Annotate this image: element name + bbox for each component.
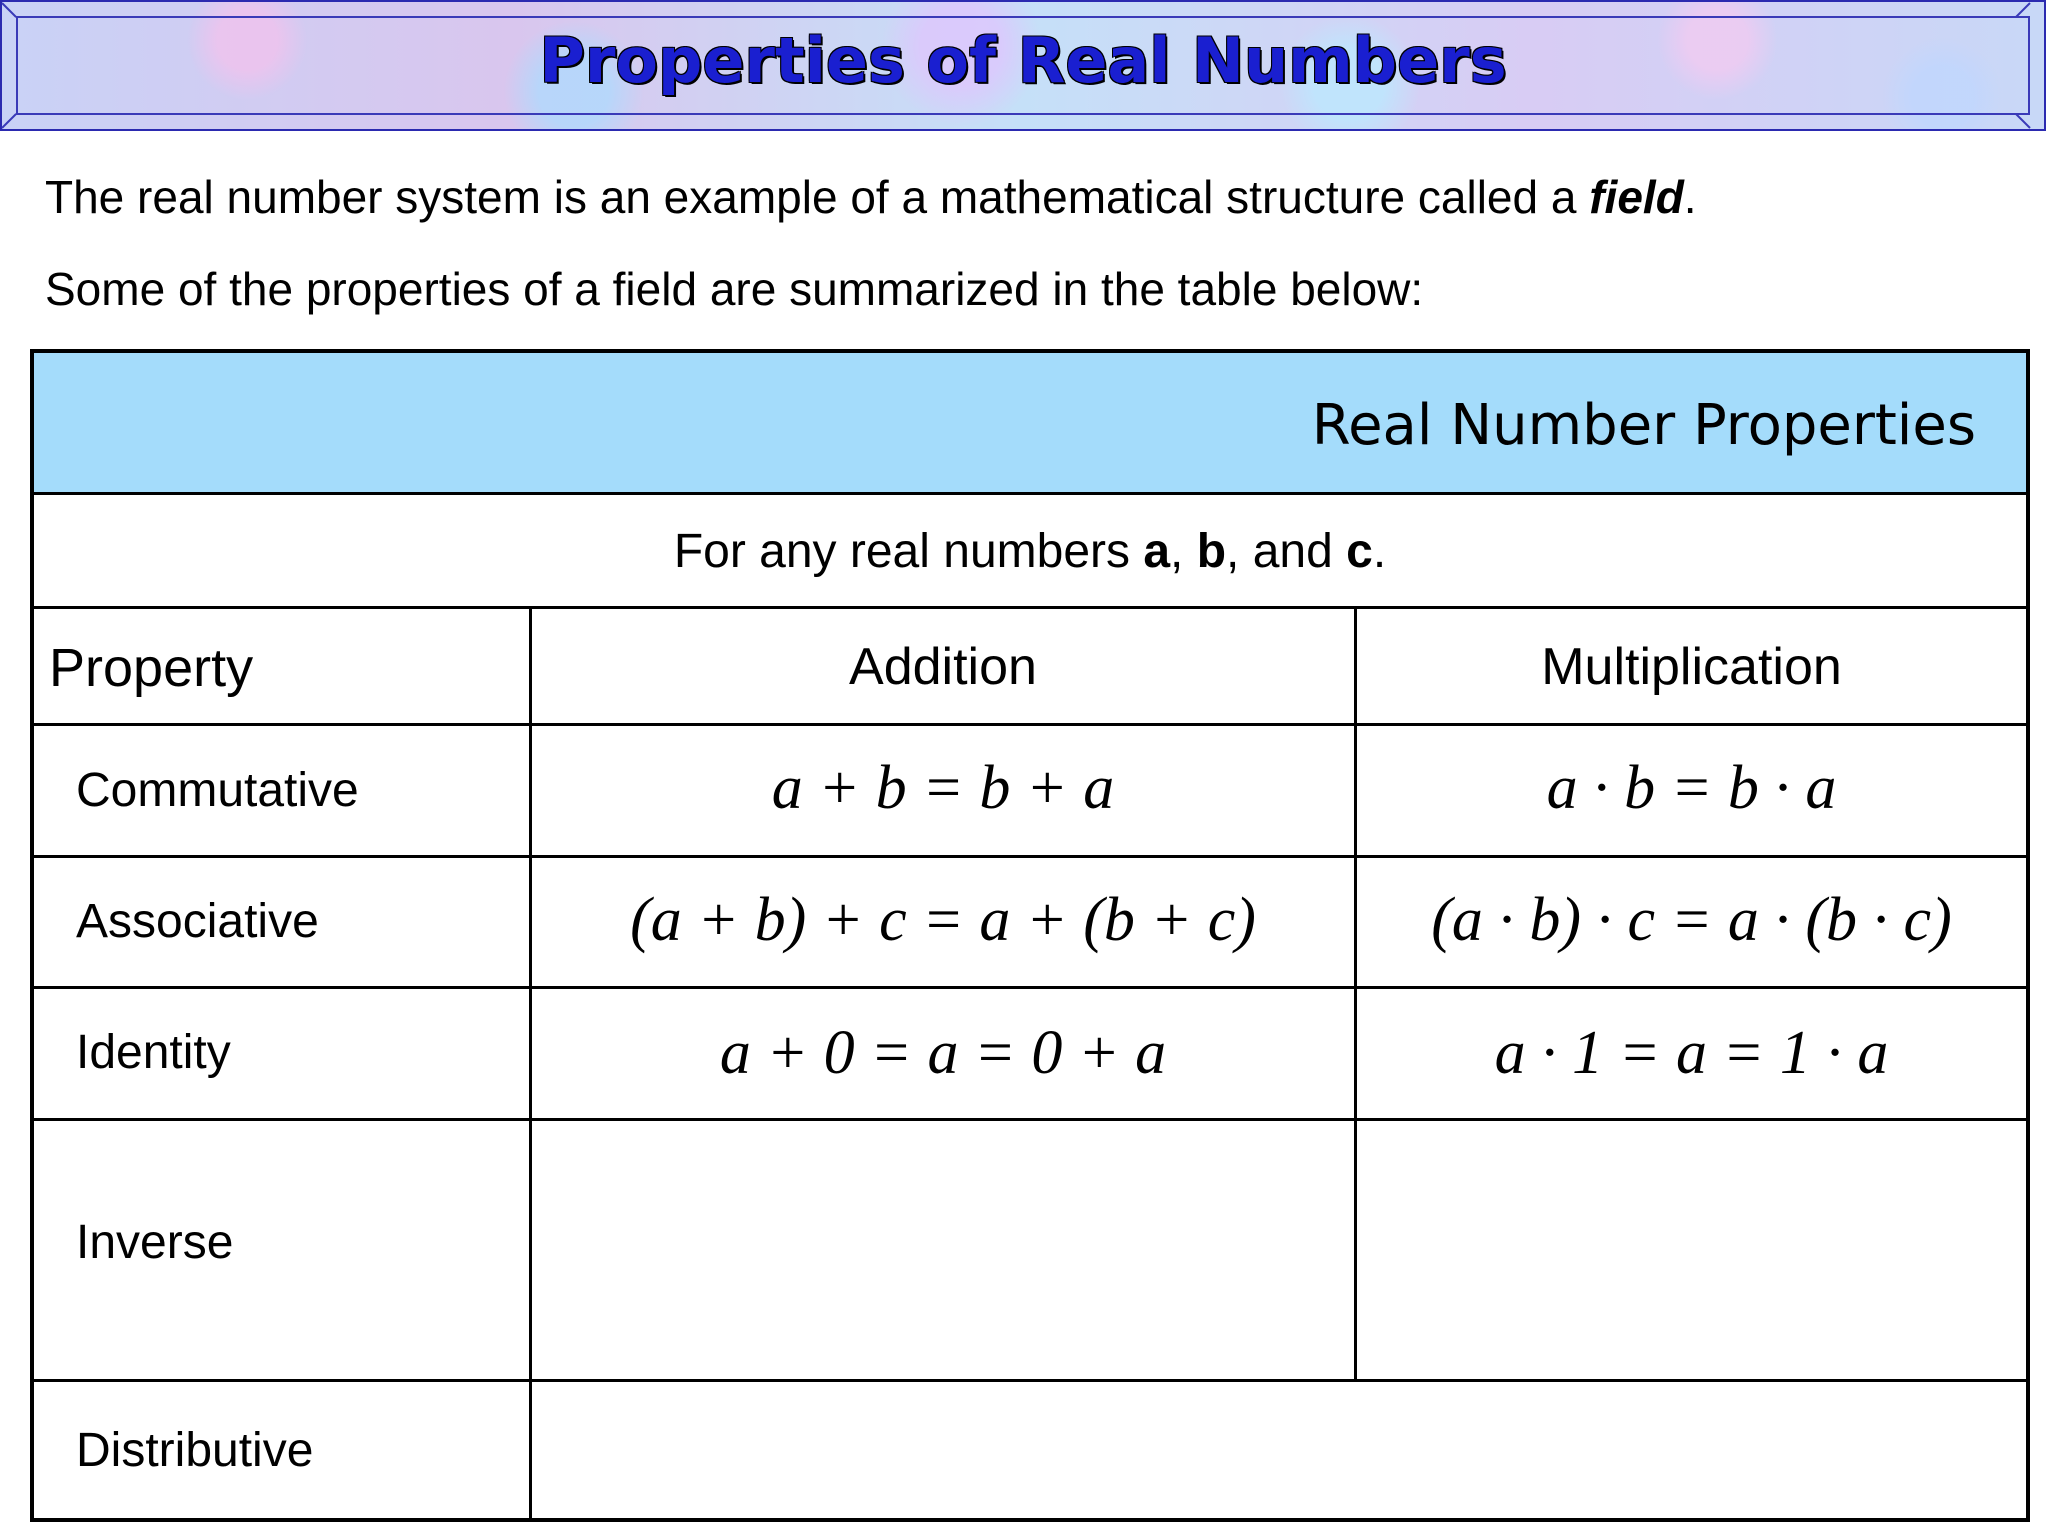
var-c: c [1346, 525, 1373, 578]
banner-corner [2015, 113, 2031, 129]
row-label-identity: Identity [76, 1026, 231, 1079]
table-header [34, 353, 2026, 495]
row-label-inverse: Inverse [76, 1216, 234, 1269]
identity-multiplication: a · 1 = a = 1 · a [1494, 1019, 1889, 1087]
row-divider [34, 855, 2026, 858]
intro-line-1 [45, 170, 1697, 224]
title-banner [0, 0, 2046, 131]
note-prefix: For any real numbers [673, 525, 1144, 578]
commutative-addition: a + b = b + a [771, 754, 1115, 822]
note-end: . [1372, 525, 1387, 578]
row-divider [34, 1379, 2026, 1382]
intro-line-1-period: . [1683, 171, 1697, 223]
column-divider [1354, 609, 1357, 1381]
table-note [34, 495, 2026, 609]
column-header-multiplication: Multiplication [1541, 638, 1842, 696]
row-label-commutative: Commutative [76, 764, 359, 817]
row-label-distributive: Distributive [76, 1424, 314, 1477]
var-a: a [1143, 525, 1171, 578]
field-term: field [1589, 171, 1684, 223]
row-divider [34, 986, 2026, 989]
row-divider [34, 1118, 2026, 1121]
intro-line-2: Some of the properties of a field are summarized in the table below: [45, 263, 1424, 315]
commutative-multiplication: a · b = b · a [1546, 754, 1837, 822]
associative-multiplication: (a · b) · c = a · (b · c) [1431, 886, 1952, 954]
page-title: Properties of Real Numbers [539, 24, 1507, 97]
properties-table [30, 349, 2030, 1522]
banner-corner [1, 2, 17, 18]
associative-addition: (a + b) + c = a + (b + c) [630, 886, 1256, 954]
var-b: b [1196, 525, 1227, 578]
column-header-property: Property [49, 638, 254, 698]
table-header-title: Real Number Properties [1311, 393, 1976, 458]
intro-line-1-text: The real number system is an example of a mathematical structure called a [45, 171, 1590, 223]
banner-corner [1, 113, 17, 129]
note-sep: , [1170, 525, 1197, 578]
note-sep: , and [1226, 525, 1347, 578]
row-divider [34, 723, 2026, 726]
column-header-addition: Addition [849, 638, 1037, 696]
identity-addition: a + 0 = a = 0 + a [719, 1019, 1167, 1087]
row-label-associative: Associative [76, 895, 319, 948]
